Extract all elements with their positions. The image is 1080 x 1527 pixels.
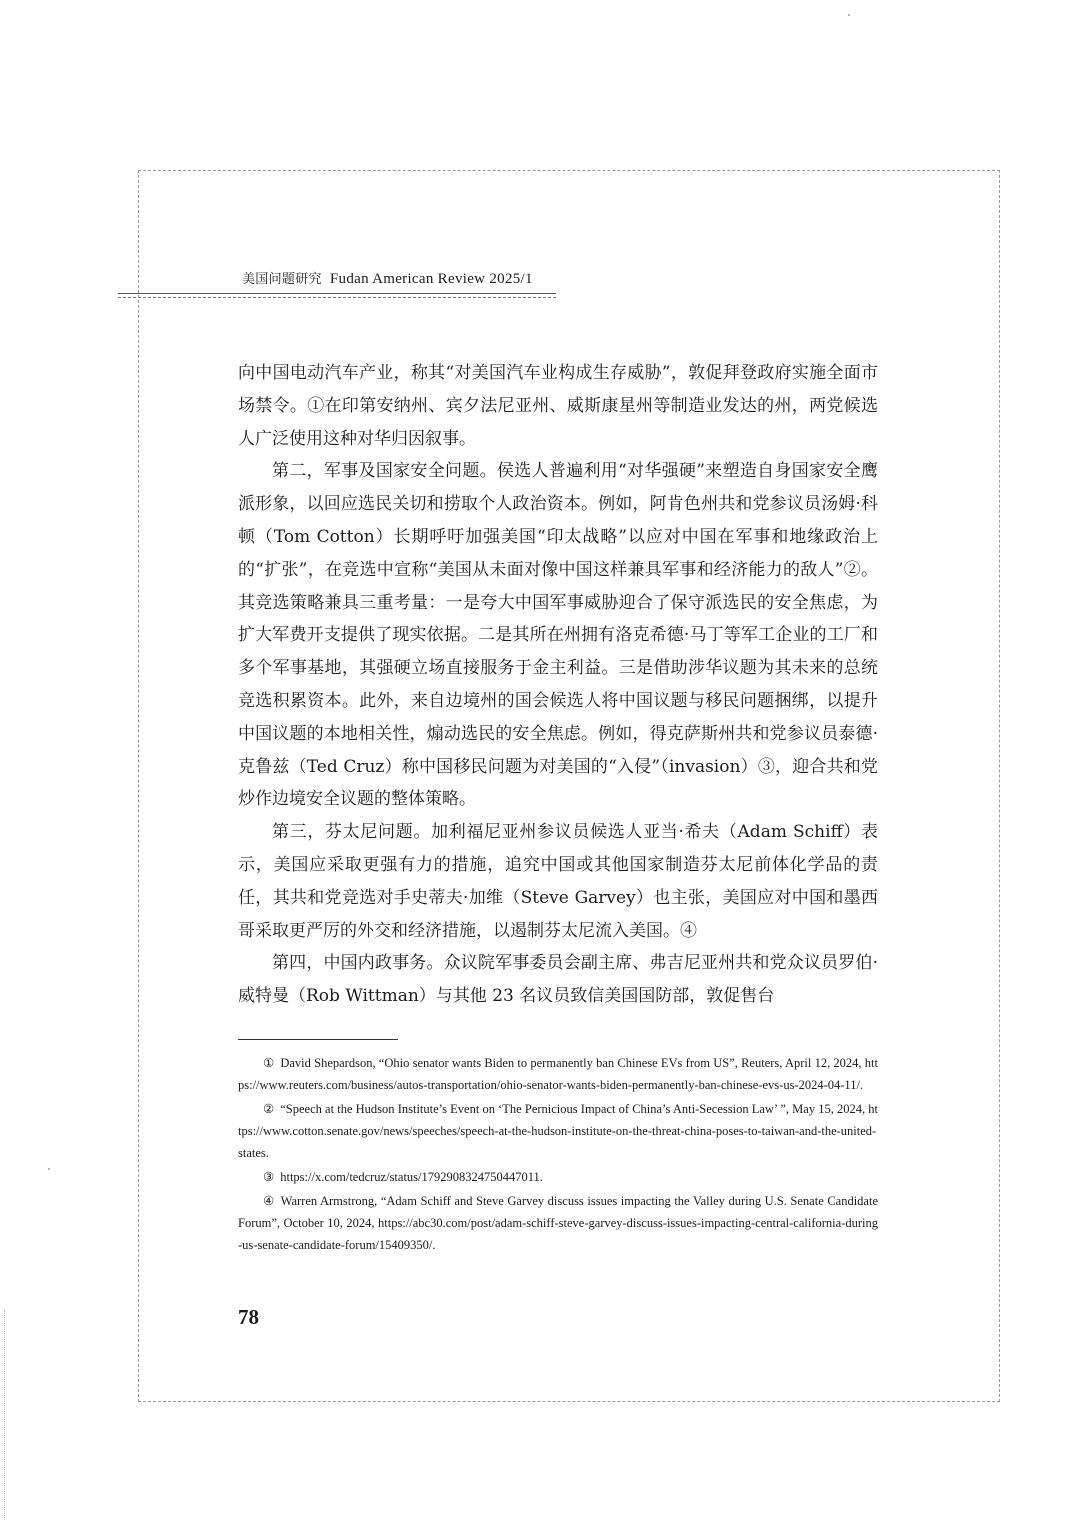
footnote-mark: ④ bbox=[263, 1194, 275, 1208]
footnote-mark: ③ bbox=[263, 1170, 275, 1184]
footnote-3 bbox=[238, 1166, 878, 1188]
scan-speck bbox=[48, 1168, 50, 1170]
page-number: 78 bbox=[238, 1305, 259, 1329]
paragraph-internal-affairs: 第四，中国内政事务。众议院军事委员会副主席、弗吉尼亚州共和党众议员罗伯·威特曼（Rob Wittman）与其他 23 名议员致信美国国防部，敦促售台 bbox=[238, 953, 878, 1007]
footnote-mark: ① bbox=[263, 1056, 275, 1070]
footnote-text: Warren Armstrong, “Adam Schiff and Steve Garvey discuss issues impacting the Valley during U.S. Senate Candidate Forum”, October 10, 2024, https://abc30.com/post/adam-schiff-steve-garvey-discuss-issues-impacting-central-california-during-us-senate-candidate-forum/15409350/. bbox=[238, 1194, 878, 1252]
footnote-text: David Shepardson, “Ohio senator wants Biden to permanently ban Chinese EVs from US”, Reuters, April 12, 2024, https://www.reuters.com/business/autos-transportation/ohio-senator-wants-biden-permanently-ban-chinese-evs-us-2024-04-11/. bbox=[238, 1056, 878, 1092]
running-head bbox=[242, 268, 533, 288]
scan-edge-artifact bbox=[4, 1310, 7, 1520]
paragraph-military-security: 第二，军事及国家安全问题。侯选人普遍利用“对华强硬”来塑造自身国家安全鹰派形象，以回应选民关切和捞取个人政治资本。例如，阿肯色州共和党参议员汤姆·科顿（Tom Cotton）长期呼吁加强美国“印太战略”以应对中国在军事和地缘政治上的“扩张”，在竞选中宣称“美国从未面对像中国这样兼具军事和经济能力的敌人”②。其竞选策略兼具三重考量：一是夸大中国军事威胁迎合了保守派选民的安全焦虑，为扩大军费开支提供了现实依据。二是其所在州拥有洛克希德·马丁等军工企业的工厂和多个军事基地，其强硬立场直接服务于金主利益。三是借助涉华议题为其未来的总统竞选积累资本。此外，来自边境州的国会候选人将中国议题与移民问题捆绑，以提升中国议题的本地相关性，煽动选民的安全焦虑。例如，得克萨斯州共和党参议员泰德·克鲁兹（Ted Cruz）称中国移民问题为对美国的“入侵”（invasion）③，迎合共和党炒作边境安全议题的整体策略。 bbox=[238, 461, 878, 810]
footnote-4 bbox=[238, 1190, 878, 1256]
footnote-text: https://x.com/tedcruz/status/1792908324750447011. bbox=[280, 1170, 543, 1184]
article-body bbox=[238, 357, 878, 1013]
scan-speck bbox=[848, 14, 850, 16]
journal-title-en: Fudan American Review 2025/1 bbox=[329, 271, 533, 287]
paragraph-continued: 向中国电动汽车产业，称其“对美国汽车业构成生存威胁”，敦促拜登政府实施全面市场禁令。①在印第安纳州、宾夕法尼亚州、威斯康星州等制造业发达的州，两党候选人广泛使用这种对华归因叙事。 bbox=[238, 363, 878, 449]
footnotes bbox=[238, 1052, 878, 1258]
footnote-separator bbox=[238, 1039, 398, 1040]
paragraph-fentanyl: 第三，芬太尼问题。加利福尼亚州参议员候选人亚当·希夫（Adam Schiff）表示，美国应采取更强有力的措施，追究中国或其他国家制造芬太尼前体化学品的责任，其共和党竞选对手史蒂夫·加维（Steve Garvey）也主张，美国应对中国和墨西哥采取更严厉的外交和经济措施，以遏制芬太尼流入美国。④ bbox=[238, 822, 878, 941]
header-rule bbox=[118, 293, 556, 298]
footnote-2 bbox=[238, 1098, 878, 1164]
footnote-text: “Speech at the Hudson Institute’s Event on ‘The Pernicious Impact of China’s Anti-Secession Law’ ”, May 15, 2024, https://www.cotton.senate.gov/news/speeches/speech-at-the-hudson-institute-on-the-threat-china-poses-to-taiwan-and-the-united-states. bbox=[238, 1102, 878, 1160]
footnote-1 bbox=[238, 1052, 878, 1096]
footnote-mark: ② bbox=[263, 1102, 275, 1116]
journal-title-cn: 美国问题研究 bbox=[242, 272, 322, 287]
